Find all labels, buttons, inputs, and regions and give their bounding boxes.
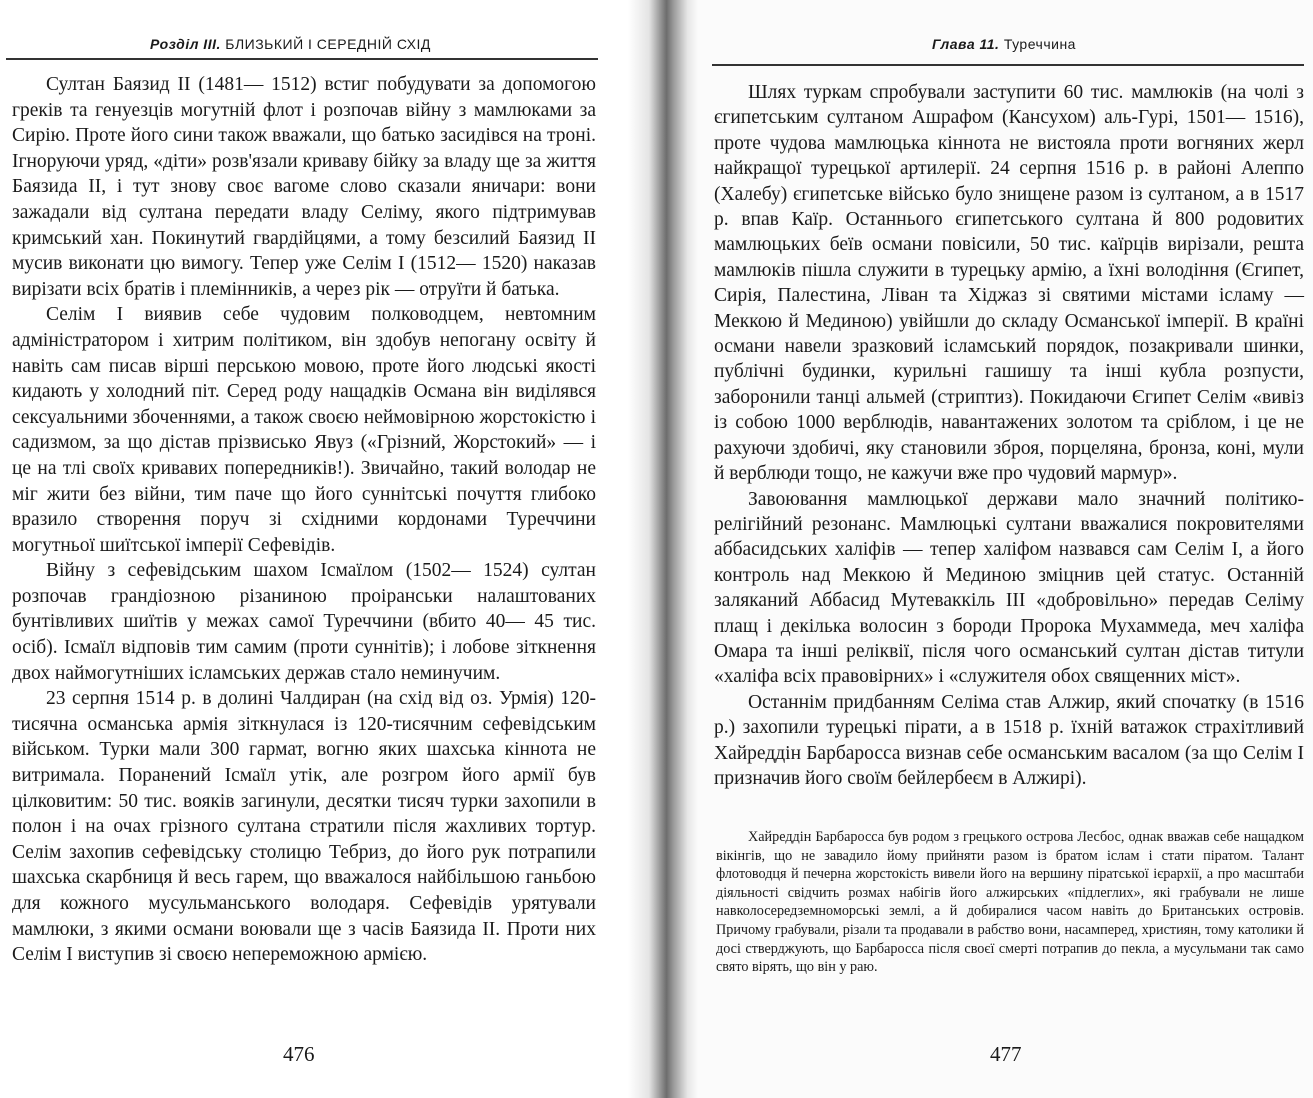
paragraph: 23 серпня 1514 р. в долині Чалдиран (на схід від оз. Урмія) 120-тисячна османська армія зіткнулася із 120-тисячним сефевідським військом. Турки мали 300 гармат, вогню яких шахська кіннота не витримала. Поранений Ісмаїл утік, але розгром його армії був цілковитим: 50 тис. вояків загинули, десятки тисяч турки захопили в полон і на очах грізного султана стратили після жахливих тортур. Селім захопив сефевідську столицю Тебриз, до його рук потрапили шахська скарбниця й весь гарем, що вважалося найбільшою ганьбою для кожного мусульманського володаря. Сефевідів урятували мамлюки, з якими османи воювали ще з часів Баязида II. Проти них Селім І виступив зі своєю непереможною армією. <box>12 688 596 966</box>
running-head-left <box>150 36 610 56</box>
running-head-part: Розділ III. <box>150 36 221 52</box>
running-head-part: Глава 11. <box>932 36 1000 52</box>
paragraph: Шлях туркам спробували заступити 60 тис. мамлюків (на чолі з єгипетським султаном Ашрафом (Кансухом) аль-Гурі, 1501— 1516), проте чудова мамлюцька кіннота не вистояла проти вогняних жерл найкращої турецької артилерії. 24 серпня 1516 р. в районі Алеппо (Халебу) єгипетське військо було знищене разом із султаном, а в 1517 р. впав Каїр. Останнього єгипетського султана й 800 родовитих мамлюцьких беїв османи повісили, 50 тис. каїрців вирізали, решта мамлюків пішла служити в турецьку армію, а їхні володіння (Єгипет, Сирія, Палестина, Ліван та Хіджаз зі святими містами ісламу — Меккою й Мединою) увійшли до складу Османської імперії. В країні османи навели зразковий ісламський порядок, позакривали шинки, публічні будинки, курильні гашишу та інші кубла розпусти, заборонили танці альмей (стриптиз). Покидаючи Єгипет Селім «вивіз із собою 1000 верблюдів, навантажених золотом та сріблом, і це не рахуючи здобичі, яку становили зброя, порцеляна, бронза, коні, мули й верблюди тощо, не кажучи вже про чудовий мармур». <box>714 82 1304 485</box>
header-rule <box>6 58 598 60</box>
running-head-title: Туреччина <box>1003 36 1076 52</box>
running-head-right <box>932 36 1272 56</box>
left-page <box>0 0 652 1098</box>
paragraph: Війну з сефевідським шахом Ісмаїлом (1502— 1524) султан розпочав грандіозною різаниною проіранськи налаштованих бунтівливих шиїтів у межах самої Туреччини (вбито 40— 45 тис. осіб). Ісмаїл відповів тим самим (проти суннітів); і лобове зіткнення двох наймогутніших ісламських держав стало неминучим. <box>12 560 596 684</box>
left-body-text <box>12 72 596 968</box>
right-body-text <box>714 80 1304 791</box>
paragraph: Завоювання мамлюцької держави мало значний політико-релігійний резонанс. Мамлюцькі султани вважалися покровителями аббасидських халіфів — тепер халіфом назвався сам Селім І, а його контроль над Меккою й Мединою зміцнив цей статус. Останній заляканий Аббасид Мутеваккіль III «добровільно» передав Селіму плащ і декілька волосин з бороди Пророка Мухаммеда, меч халіфа Омара та інші реліквії, після чого османський султан дістав титули «халіфа всіх правовірних» і «служителя обох священних міст». <box>714 488 1304 688</box>
footnote-box <box>716 828 1304 977</box>
paragraph: Султан Баязид II (1481— 1512) встиг побудувати за допомогою греків та генуезців могутній флот і розпочав війну з мамлюками за Сирію. Проте його сини також вважали, що батько засидівся на троні. Ігноруючи уряд, «діти» розв'язали криваву бійку за владу ще за життя Баязида II, і тут знову своє вагоме слово сказали яничари: вони зажадали від султана передати владу Селіму, якого підтримував кримський хан. Покинутий гвардійцями, а тому безсилий Баязид II мусив виконати цю вимогу. Тепер уже Селім І (1512— 1520) наказав вирізати всіх братів і племінників, а через рік — отруїти й батька. <box>12 74 596 300</box>
footnote-text: Хайреддін Барбаросса був родом з грецького острова Лесбос, однак вважав себе нащадком вікінгів, що не завадило йому прийняти разом із братом іслам і стати піратом. Талант флотоводця й печерна жорстокість вивели його на вершину піратської ієрархії, а про масштаби діяльності свідчить розмах набігів його алжирських «підлеглих», які грабували не лише навколосередземноморські землі, а й добиралися часом навіть до Британських островів. Причому грабували, різали та продавали в рабство вони, насамперед, християн, тому католики й досі стверджують, що Барбаросса після своєї смерті потрапив до пекла, а мусульмани так само свято вірять, що він у раю. <box>716 829 1304 976</box>
running-head-title: БЛИЗЬКИЙ І СЕРЕДНІЙ СХІД <box>225 36 431 52</box>
page-number-left: 476 <box>283 1042 315 1066</box>
paragraph: Селім І виявив себе чудовим полководцем, невтомним адміністратором і хитрим політиком, він здобув непогану освіту й навіть сам писав вірші перською мовою, проте його людські якості кидають у холодний піт. Серед роду нащадків Османа він виділявся сексуальними збоченнями, а також своєю неймовірною жорстокістю і садизмом, за що дістав прізвисько Явуз («Грізний, Жорстокий» — і це на тлі своїх кривавих попередників!). Звичайно, такий володар не міг жити без війни, тим паче що його суннітські почуття глибоко вразило створення поруч зі східними кордонами Туреччини могутньої шиїтської імперії Сефевідів. <box>12 304 596 556</box>
page-number-right: 477 <box>990 1042 1022 1066</box>
right-page <box>652 0 1313 1098</box>
book-gutter <box>628 0 698 1098</box>
header-rule <box>712 64 1304 66</box>
paragraph: Останнім придбанням Селіма став Алжир, який спочатку (в 1516 р.) захопили турецькі пірати, а в 1518 р. їхній ватажок страхітливий Хайреддін Барбаросса визнав себе османським васалом (за що Селім І призначив його своїм бейлербеєм в Алжирі). <box>714 691 1304 789</box>
